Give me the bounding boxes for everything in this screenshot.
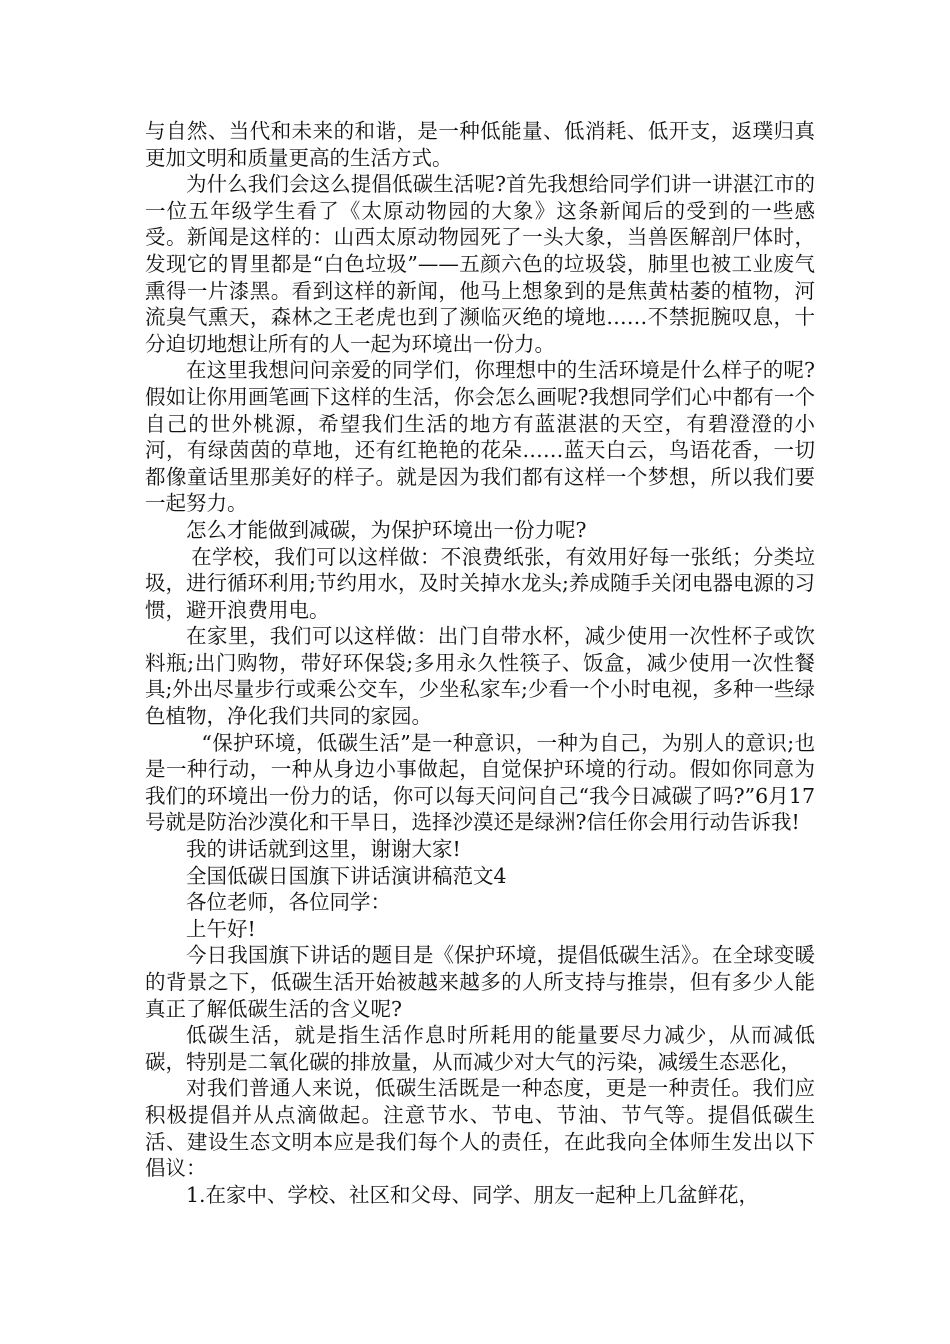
paragraph-6: 在家里，我们可以这样做：出门自带水杯，减少使用一次性杯子或饮料瓶;出门购物，带好环保袋;多用永久性筷子、饭盒，减少使用一次性餐具;外出尽量步行或乘公交车，少坐私家车;少看一个小时电视，多种一些绿色植物，净化我们共同的家园。: [145, 624, 815, 729]
paragraph-1: 与自然、当代和未来的和谐，是一种低能量、低消耗、低开支，返璞归真更加文明和质量更高的生活方式。: [145, 119, 815, 170]
salutation: 各位老师，各位同学：: [186, 890, 391, 915]
greeting: 上午好!: [186, 916, 256, 941]
paragraph-4: 怎么才能做到减碳，为保护环境出一份力呢?: [186, 517, 587, 542]
paragraph-3: 在这里我想问问亲爱的同学们，你理想中的生活环境是什么样子的呢?假如让你用画笔画下这样的生活，你会怎么画呢?我想同学们心中都有一个自己的世外桃源，希望我们生活的地方有蓝湛湛的天空，有碧澄澄的小河，有绿茵茵的草地，还有红艳艳的花朵……蓝天白云，鸟语花香，一切都像童话里那美好的样子。就是因为我们都有这样一个梦想，所以我们要一起努力。: [145, 358, 815, 516]
paragraph-7: “保护环境，低碳生活”是一种意识，一种为自己，为别人的意识;也是一种行动，一种从身边小事做起，自觉保护环境的行动。假如你同意为我们的环境出一份力的话，你可以每天问问自己“我今日减碳了吗?”6月17号就是防治沙漠化和干旱日，选择沙漠还是绿洲?信任你会用行动告诉我!: [145, 730, 815, 835]
section-heading: 全国低碳日国旗下讲话演讲稿范文4: [186, 863, 507, 888]
paragraph-13: 低碳生活，就是指生活作息时所耗用的能量要尽力减少，从而减低碳，特别是二氧化碳的排放量，从而减少对大气的污染，减缓生态恶化，: [145, 1023, 815, 1074]
paragraph-2: 为什么我们会这么提倡低碳生活呢?首先我想给同学们讲一讲湛江市的一位五年级学生看了《太原动物园的大象》这条新闻后的受到的一些感受。新闻是这样的：山西太原动物园死了一头大象，当兽医解剖尸体时，发现它的胃里都是“白色垃圾”——五颜六色的垃圾袋，肺里也被工业废气熏得一片漆黑。看到这样的新闻，他马上想象到的是焦黄枯萎的植物，河流臭气熏天，森林之王老虎也到了濒临灭绝的境地……不禁扼腕叹息，十分迫切地想让所有的人一起为环境出一份力。: [145, 172, 815, 356]
paragraph-12: 今日我国旗下讲话的题目是《保护环境，提倡低碳生活》。在全球变暖的背景之下，低碳生活开始被越来越多的人所支持与推崇，但有多少人能真正了解低碳生活的含义呢?: [145, 943, 815, 1021]
paragraph-14: 对我们普通人来说，低碳生活既是一种态度，更是一种责任。我们应积极提倡并从点滴做起。注意节水、节电、节油、节气等。提倡低碳生活、建设生态文明本应是我们每个人的责任，在此我向全体师生发出以下倡议：: [145, 1076, 815, 1181]
list-item-1: 1.在家中、学校、社区和父母、同学、朋友一起种上几盆鲜花，: [186, 1182, 760, 1207]
document-page: [145, 118, 815, 1208]
paragraph-8: 我的讲话就到这里，谢谢大家!: [186, 837, 461, 862]
paragraph-5: 在学校，我们可以这样做：不浪费纸张，有效用好每一张纸；分类垃圾，进行循环利用;节约用水，及时关掉水龙头;养成随手关闭电器电源的习惯，避开浪费用电。: [145, 544, 815, 622]
